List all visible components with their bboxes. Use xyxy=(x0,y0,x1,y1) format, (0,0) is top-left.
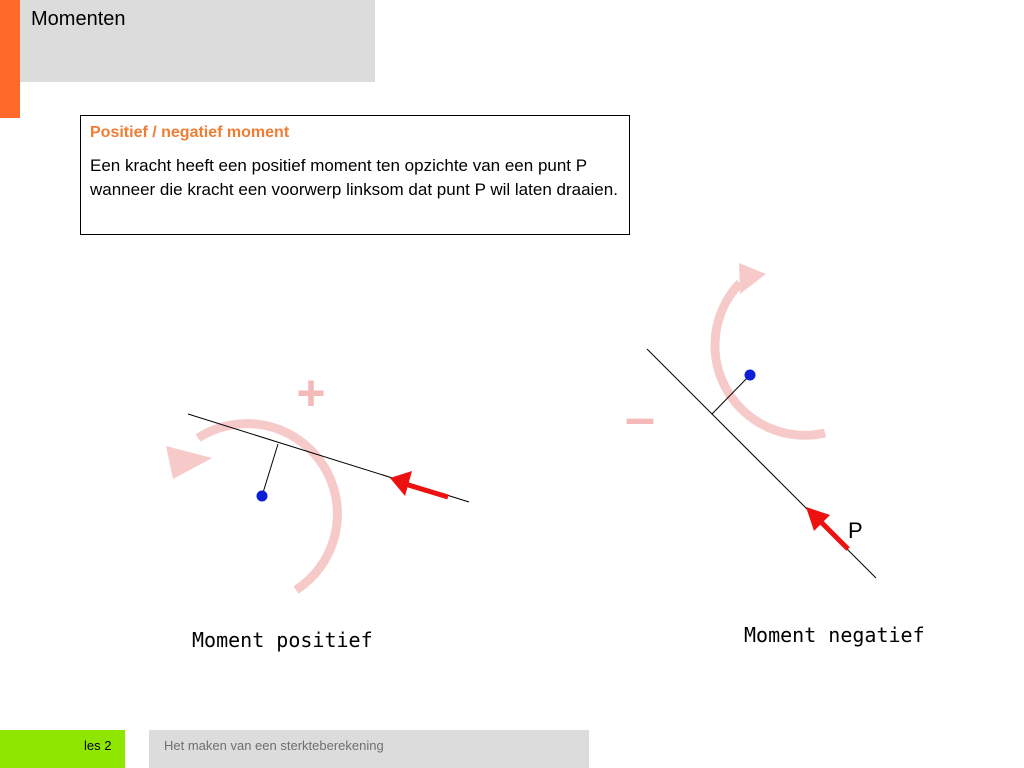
point-label: P xyxy=(848,518,863,543)
definition-body: Een kracht heeft een positief moment ten opzichte van een punt P wanneer die kracht een voorwerp linksom dat punt P wil laten draaien. xyxy=(90,156,618,199)
pivot-point xyxy=(745,370,756,381)
clockwise-rotation-arrow xyxy=(715,283,825,435)
positive-moment-diagram xyxy=(166,365,469,590)
counterclockwise-rotation-arrow xyxy=(198,424,337,590)
definition-heading: Positief / negatief moment xyxy=(90,124,290,141)
pivot-point xyxy=(257,491,268,502)
lever-arm xyxy=(262,444,278,496)
minus-sign: – xyxy=(624,388,656,448)
counterclockwise-arrowhead xyxy=(166,446,212,479)
plus-sign: + xyxy=(296,365,326,421)
force-arrow-shaft xyxy=(405,484,448,497)
footer-subtitle: Het maken van een sterkteberekening xyxy=(164,738,384,753)
caption-negative: Moment negatief xyxy=(744,623,925,647)
footer-lesson-label: les 2 xyxy=(84,738,112,753)
caption-positive: Moment positief xyxy=(192,628,373,652)
force-arrow-shaft xyxy=(818,519,848,549)
clockwise-arrowhead xyxy=(739,263,766,294)
slide-title: Momenten xyxy=(31,8,126,30)
negative-moment-diagram xyxy=(625,263,876,578)
